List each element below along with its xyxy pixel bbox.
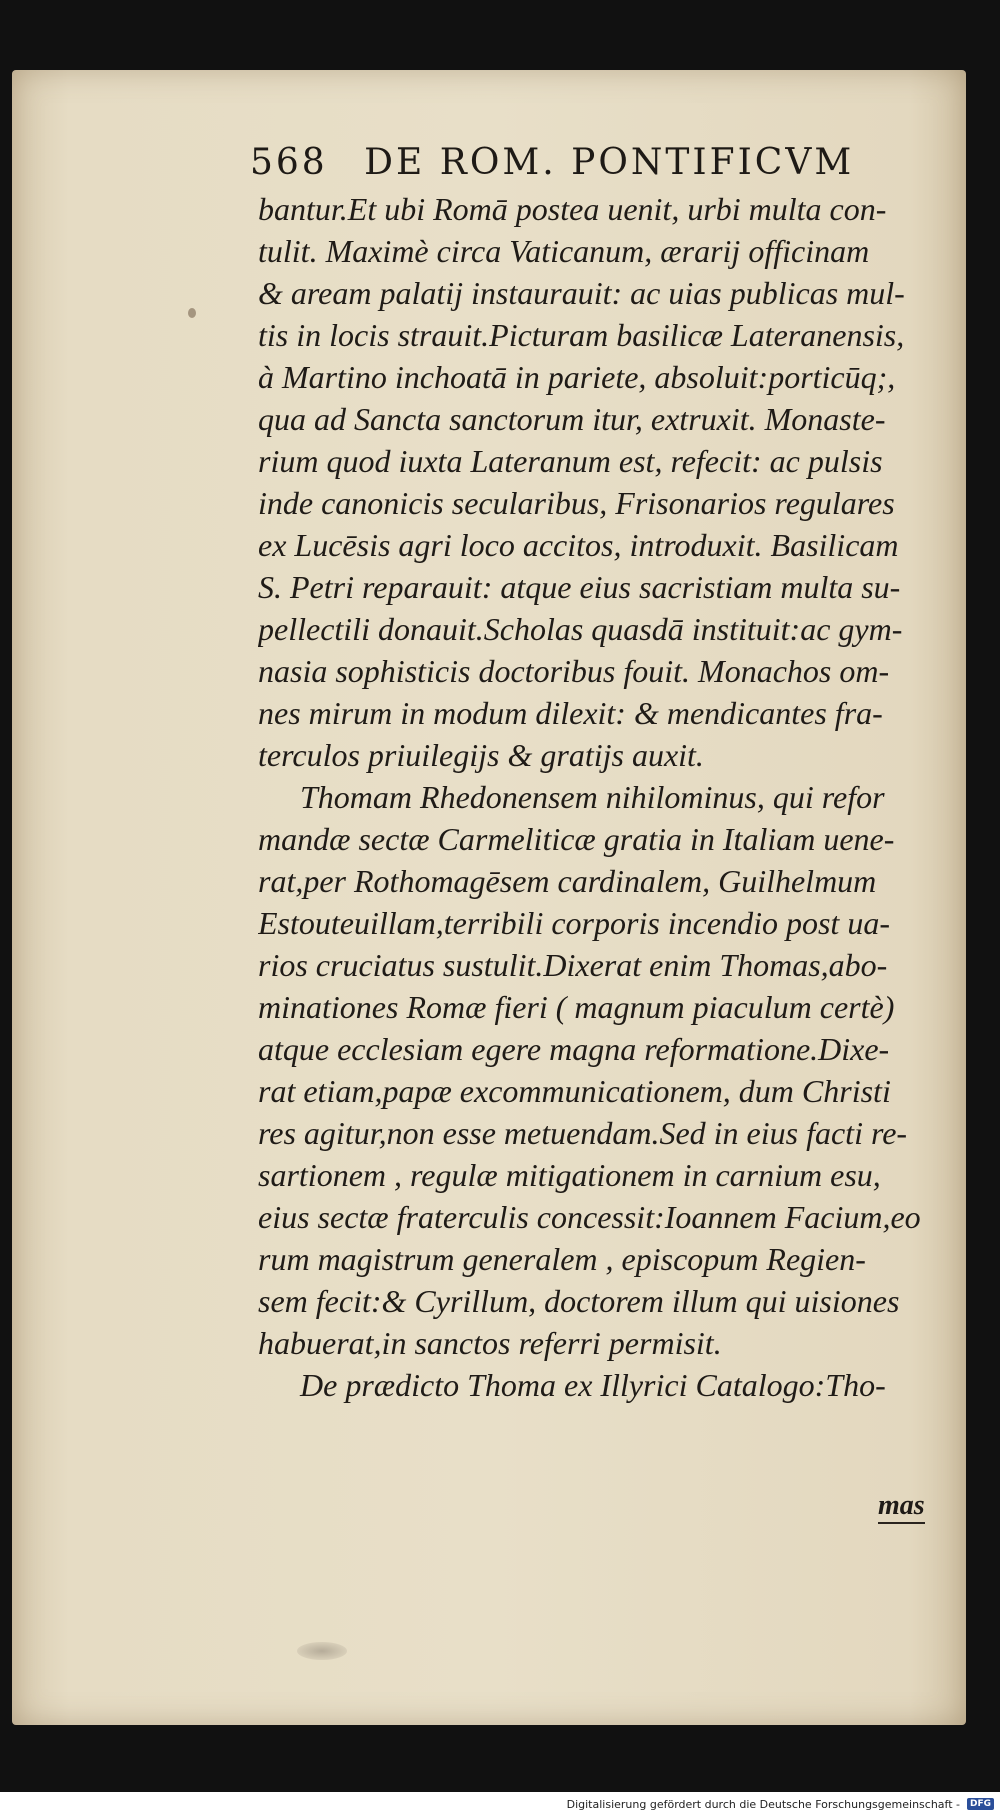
dfg-logo-icon: DFG (967, 1798, 994, 1810)
text-line: habuerat,in sanctos referri permisit. (258, 1325, 722, 1361)
text-line: & aream palatij instaurauit: ac uias publicas mul- (258, 275, 905, 311)
text-line: terculos priuilegijs & gratijs auxit. (258, 737, 704, 773)
paragraph-start-line: Thomam Rhedonensem nihilominus, qui refor (300, 779, 885, 815)
text-line: S. Petri reparauit: atque eius sacristiam multa su- (258, 569, 901, 605)
running-header (250, 142, 854, 183)
text-line: sem fecit:& Cyrillum, doctorem illum qui uisiones (258, 1283, 900, 1319)
running-title: DE ROM. PONTIFICVM (364, 142, 855, 183)
digitization-footer (0, 1792, 1000, 1814)
ink-speck (188, 308, 196, 318)
text-line: ex Lucēsis agri loco accitos, introduxit. Basilicam (258, 527, 899, 563)
text-line: tulit. Maximè circa Vaticanum, ærarij officinam (258, 233, 870, 269)
text-line: res agitur,non esse metuendam.Sed in eius facti re- (258, 1115, 908, 1151)
text-line: atque ecclesiam egere magna reformatione.Dixe- (258, 1031, 890, 1067)
text-line: Estouteuillam,terribili corporis incendio post ua- (258, 905, 890, 941)
text-line: à Martino inchoatā in pariete, absoluit:porticūq;, (258, 359, 896, 395)
text-line: rum magistrum generalem , episcopum Regien- (258, 1241, 866, 1277)
catchword: mas (878, 1490, 925, 1524)
text-line: pellectili donauit.Scholas quasdā instituit:ac gym- (258, 611, 903, 647)
funding-credit: Digitalisierung gefördert durch die Deutsche Forschungsgemeinschaft - (566, 1798, 960, 1811)
text-line: inde canonicis secularibus, Frisonarios regulares (258, 485, 895, 521)
text-line: eius sectæ fraterculis concessit:Ioannem Facium,eo (258, 1199, 921, 1235)
text-line: rium quod iuxta Lateranum est, refecit: ac pulsis (258, 443, 883, 479)
text-line: rat etiam,papæ excommunicationem, dum Christi (258, 1073, 891, 1109)
text-line: rat,per Rothomagēsem cardinalem, Guilhelmum (258, 863, 877, 899)
text-line: mandæ sectæ Carmeliticæ gratia in Italiam uene- (258, 821, 895, 857)
page-number: 568 (250, 142, 328, 183)
body-text (258, 188, 938, 1406)
text-line: sartionem , regulæ mitigationem in carnium esu, (258, 1157, 881, 1193)
text-line: bantur.Et ubi Romā postea uenit, urbi multa con- (258, 191, 887, 227)
text-line: nasia sophisticis doctoribus fouit. Monachos om- (258, 653, 890, 689)
text-line: minationes Romæ fieri ( magnum piaculum certè) (258, 989, 895, 1025)
paragraph-start-line: De prædicto Thoma ex Illyrici Catalogo:Tho- (300, 1367, 886, 1403)
text-line: nes mirum in modum dilexit: & mendicantes fra- (258, 695, 883, 731)
ink-smudge (297, 1642, 347, 1660)
text-line: rios cruciatus sustulit.Dixerat enim Thomas,abo- (258, 947, 888, 983)
text-line: tis in locis strauit.Picturam basilicæ Lateranensis, (258, 317, 905, 353)
text-line: qua ad Sancta sanctorum itur, extruxit. Monaste- (258, 401, 886, 437)
